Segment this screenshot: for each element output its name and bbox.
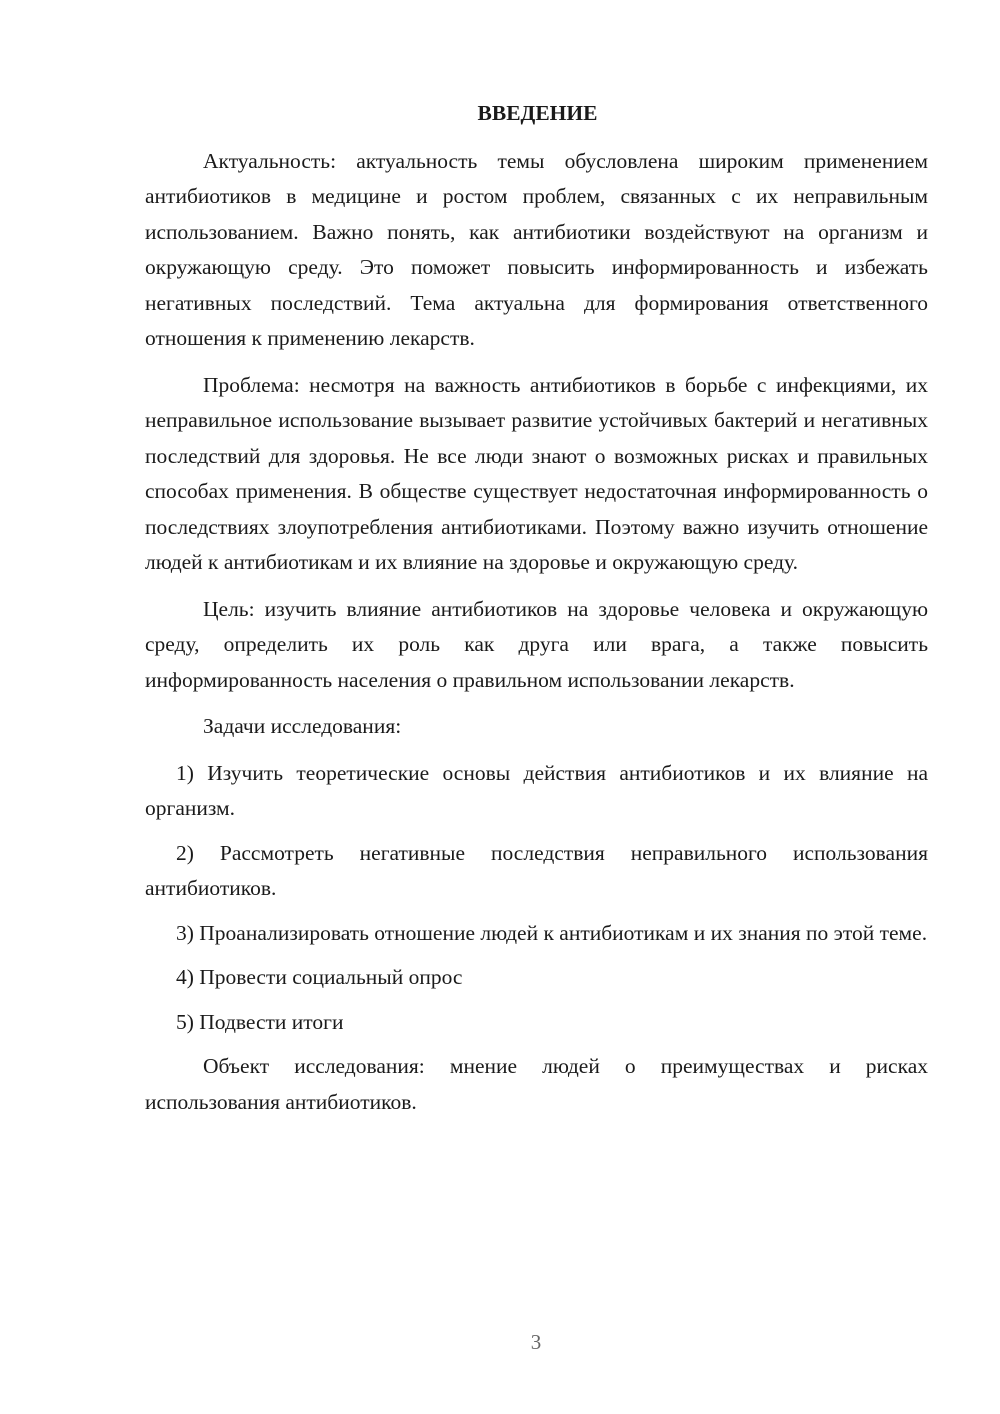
paragraph-relevance: Актуальность: актуальность темы обусловлена широким применением антибиотиков в медицине и ростом проблем, связанных с их неправильным использованием. Важно понять, как антибиотики воздействуют на организм и окружающую среду. Это поможет повысить информированность и избежать негативных последствий. Тема актуальна для формирования ответственного отношения к применению лекарств. [145,148,928,350]
page-number: 3 [530,1330,542,1354]
paragraph-goal: Цель: изучить влияние антибиотиков на здоровье человека и окружающую среду, определить их роль как друга или врага, а также повысить информированность населения о правильном использовании лекарств. [145,596,928,692]
paragraph-object: Объект исследования: мнение людей о преимуществах и рисках использования антибиотиков. [145,1054,928,1114]
task-item-1: 1) Изучить теоретические основы действия антибиотиков и их влияние на организм. [145,760,928,820]
section-title: ВВЕДЕНИЕ [477,101,598,125]
task-item-4: 4) Провести социальный опрос [176,965,463,989]
page-content [145,96,928,1131]
paragraph-problem: Проблема: несмотря на важность антибиотиков в борьбе с инфекциями, их неправильное использование вызывает развитие устойчивых бактерий и негативных последствий для здоровья. Не все люди знают о возможных рисках и правильных способах применения. В обществе существует недостаточная информированность о последствиях злоупотребления антибиотиками. Поэтому важно изучить отношение людей к антибиотикам и их влияние на здоровье и окружающую среду. [145,372,928,574]
tasks-heading: Задачи исследования: [203,714,402,738]
task-item-3: 3) Проанализировать отношение людей к антибиотикам и их знания по этой теме. [176,920,928,945]
task-item-2: 2) Рассмотреть негативные последствия неправильного использования антибиотиков. [145,840,928,900]
task-item-5: 5) Подвести итоги [176,1009,344,1034]
